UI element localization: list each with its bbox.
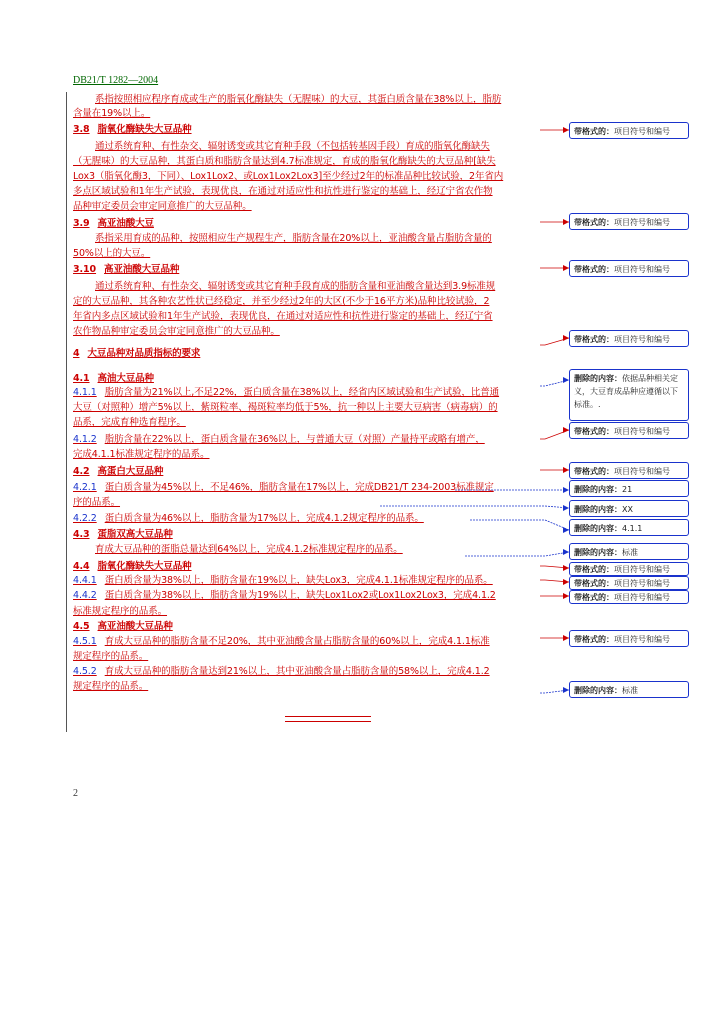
format-comment[interactable]	[569, 630, 689, 647]
clause-number: 3.8	[73, 124, 90, 135]
comment-label: 带格式的：	[574, 593, 614, 602]
line-text: 高蛋白大豆品种	[97, 466, 164, 477]
line-text: 育成大豆品种的脂肪含量达到21%以上，其中亚油酸含量占脂肪含量的58%以上，完成4.1.2	[104, 666, 490, 677]
standard-number: DB21/T 1282—2004	[73, 75, 159, 86]
format-comment[interactable]	[569, 213, 689, 230]
comment-label: 删除的内容：	[574, 505, 622, 514]
line-text: 定的大豆品种，其各种农艺性状已经稳定，并至少经过2年的大区(不少于16平方米)品种比较试验，2	[73, 296, 490, 307]
format-comment[interactable]	[569, 422, 689, 439]
clause-number: 4.1	[73, 373, 90, 384]
comment-text: 项目符号和编号	[614, 579, 670, 588]
line-text: 多点区域试验和1年生产试验，表现优良，在通过对适应性和抗性进行鉴定的基础上，经辽宁省农作物	[73, 186, 493, 197]
comment-text: 依据品种相关定义，大豆育成品种应遵循以下标准。.	[574, 374, 678, 409]
comment-label: 删除的内容：	[574, 686, 622, 695]
comment-connector	[465, 552, 569, 556]
comment-text: 项目符号和编号	[614, 635, 670, 644]
line-text: 育成大豆品种的蛋脂总量达到64%以上，完成4.1.2标准规定程序的品系。	[95, 544, 403, 555]
line-text: 高亚油酸大豆品种	[104, 264, 180, 275]
comment-text: 项目符号和编号	[614, 565, 670, 574]
line-text: 蛋白质含量为45%以上，不足46%，脂肪含量在17%以上，完成DB21/T 234-2003标准规定	[104, 482, 494, 493]
line-text: 高亚油酸大豆	[97, 218, 154, 229]
line-text: 规定程序的品系。	[73, 651, 149, 662]
line-text: 通过系统育种、有性杂交、辐射诱变或其它育种手段育成的脂肪含量和亚油酸含量达到3.9标准规	[95, 281, 496, 292]
line-text: （无腥味）的大豆品种，其蛋白质和脂肪含量达到4.7标准规定，育成的脂氧化酶缺失的大豆品种[缺失	[73, 156, 496, 167]
comment-text: XX	[622, 505, 633, 514]
line-text: 年省内多点区域试验和1年生产试验，表现优良，在通过对适应性和抗性进行鉴定的基础上，经辽宁省	[73, 311, 493, 322]
line-text: 脂氧化酶缺失大豆品种	[97, 124, 192, 135]
format-comment[interactable]	[569, 590, 689, 604]
comment-label: 带格式的：	[574, 565, 614, 574]
comment-label: 删除的内容：	[574, 485, 622, 494]
line-text: 蛋白质含量为38%以上，脂肪含量在19%以上，缺失Lox3，完成4.1.1标准规定程序的品系。	[104, 575, 493, 586]
clause-number: 4.5.2	[73, 666, 97, 677]
line-text: 规定程序的品系。	[73, 681, 149, 692]
comment-text: 项目符号和编号	[614, 467, 670, 476]
comment-label: 删除的内容：	[574, 548, 622, 557]
clause-number: 4.2.2	[73, 513, 97, 524]
line-text: 品种审定委员会审定同意推广的大豆品种。	[73, 201, 252, 212]
comment-label: 带格式的：	[574, 579, 614, 588]
line-text: 脂肪含量在22%以上，蛋白质含量在36%以上，与普通大豆（对照）产量持平或略有增产，	[104, 434, 485, 445]
line-text: 大豆品种对品质指标的要求	[87, 348, 201, 359]
comment-label: 带格式的：	[574, 635, 614, 644]
comment-label: 带格式的：	[574, 127, 614, 136]
comment-label: 删除的内容：	[574, 524, 622, 533]
format-comment[interactable]	[569, 562, 689, 576]
clause-number: 3.9	[73, 218, 90, 229]
clause-number: 4.1.2	[73, 434, 97, 445]
line-text: 育成大豆品种的脂肪含量不足20%，其中亚油酸含量占脂肪含量的60%以上，完成4.1.1标准	[104, 636, 490, 647]
line-text: 系指按照相应程序育成或生产的脂氧化酶缺失（无腥味）的大豆，其蛋白质含量在38%以上，脂肪	[95, 94, 502, 105]
line-text: 品系，完成育种选育程序。	[73, 417, 186, 428]
clause-number: 4	[73, 348, 80, 359]
format-comment[interactable]	[569, 122, 689, 139]
deletion-comment[interactable]	[569, 519, 689, 536]
deletion-comment[interactable]	[569, 681, 689, 698]
clause-number: 4.4.2	[73, 590, 97, 601]
line-text: 标准规定程序的品系。	[73, 606, 168, 617]
line-text: 大豆（对照种）增产5%以上，紫斑粒率、褐斑粒率均低于5%，抗一种以上主要大豆病害（病毒病）的	[73, 402, 498, 413]
clause-number: 4.2.1	[73, 482, 97, 493]
comment-label: 带格式的：	[574, 218, 614, 227]
clause-number: 4.4	[73, 561, 90, 572]
line-text: 通过系统育种、有性杂交、辐射诱变或其它育种手段（不包括转基因手段）育成的脂氧化酶缺失	[95, 141, 490, 152]
comment-label: 带格式的：	[574, 265, 614, 274]
comment-text: 4.1.1	[622, 524, 643, 533]
format-comment[interactable]	[569, 260, 689, 277]
clause-number: 4.5.1	[73, 636, 97, 647]
comment-text: 项目符号和编号	[614, 218, 670, 227]
deletion-comment[interactable]	[569, 500, 689, 517]
page-number: 2	[73, 788, 78, 799]
comment-connector	[380, 506, 569, 508]
comment-label: 带格式的：	[574, 467, 614, 476]
end-rule	[285, 721, 371, 722]
comment-text: 标准	[622, 686, 638, 695]
deletion-comment[interactable]	[569, 480, 689, 497]
line-text: 高亚油酸大豆品种	[97, 621, 173, 632]
comment-label: 带格式的：	[574, 427, 614, 436]
comment-text: 21	[622, 485, 633, 494]
line-text: 脂氧化酶缺失大豆品种	[97, 561, 192, 572]
clause-number: 3.10	[73, 264, 97, 275]
format-comment[interactable]	[569, 462, 689, 479]
comment-text: 项目符号和编号	[614, 593, 670, 602]
clause-number: 4.2	[73, 466, 90, 477]
line-text: 50%以上的大豆。	[73, 248, 151, 259]
clause-number: 4.3	[73, 529, 90, 540]
clause-number: 4.4.1	[73, 575, 97, 586]
line-text: 系指采用育成的品种，按照相应生产规程生产，脂肪含量在20%以上，亚油酸含量占脂肪含量的	[95, 233, 492, 244]
deletion-comment[interactable]	[569, 369, 689, 421]
clause-number: 4.1.1	[73, 387, 97, 398]
end-rule	[285, 716, 371, 717]
comment-text: 标准	[622, 548, 638, 557]
comment-text: 项目符号和编号	[614, 427, 670, 436]
clause-number: 4.5	[73, 621, 90, 632]
line-text: 蛋白质含量为38%以上，脂肪含量为19%以上，缺失Lox1Lox2或Lox1Lox2Lox3，完成4.1.2	[104, 590, 496, 601]
comment-text: 项目符号和编号	[614, 265, 670, 274]
line-text: 含量在19%以上。	[73, 108, 151, 119]
line-text: 脂肪含量为21%以上,不足22%，蛋白质含量在38%以上，经省内区域试验和生产试验，比普通	[104, 387, 500, 398]
comment-label: 删除的内容：	[574, 374, 622, 383]
comment-label: 带格式的：	[574, 335, 614, 344]
comment-connector	[470, 520, 569, 530]
format-comment[interactable]	[569, 576, 689, 590]
line-text: 蛋脂双高大豆品种	[97, 529, 173, 540]
comment-text: 项目符号和编号	[614, 335, 670, 344]
line-text: 农作物品种审定委员会审定同意推广的大豆品种。	[73, 326, 280, 337]
comment-text: 项目符号和编号	[614, 127, 670, 136]
line-text: 完成4.1.1标准规定程序的品系。	[73, 449, 210, 460]
line-text: 序的品系。	[73, 497, 121, 508]
line-text: 蛋白质含量为46%以上，脂肪含量为17%以上，完成4.1.2规定程序的品系。	[104, 513, 424, 524]
format-comment[interactable]	[569, 330, 689, 347]
line-text: Lox3（脂氧化酶3，下同）、Lox1Lox2、或Lox1Lox2Lox3]至少经过2年的标准品种比较试验，2年省内	[73, 171, 504, 182]
line-text: 高油大豆品种	[97, 373, 154, 384]
deletion-comment[interactable]	[569, 543, 689, 560]
